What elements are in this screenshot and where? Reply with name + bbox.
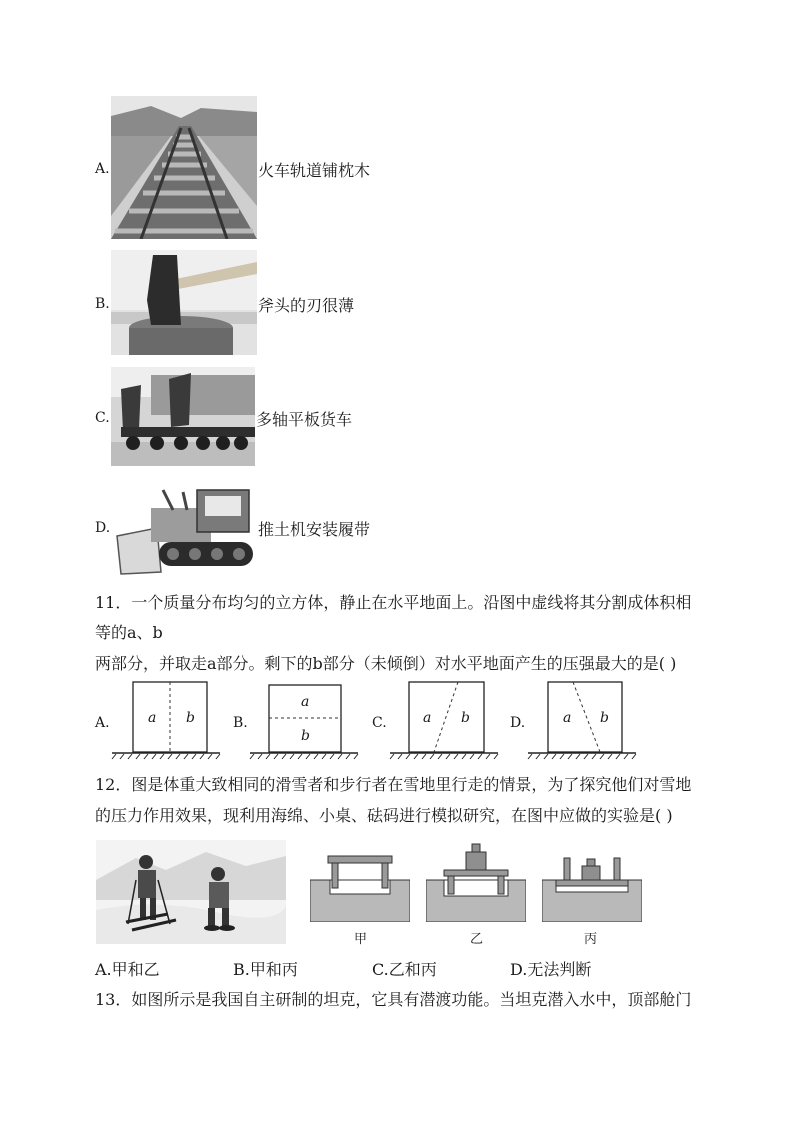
caption-bing: 丙 bbox=[584, 932, 598, 947]
cube-vertical-split-diagram bbox=[110, 680, 222, 760]
axe-photo bbox=[111, 250, 257, 355]
option-letter: D. bbox=[95, 520, 111, 536]
answer-option-c: C.乙和丙 bbox=[372, 960, 437, 979]
question-12-line-2: 的压力作用效果，现利用海绵、小桌、砝码进行模拟研究，在图中应做的实验是( ) bbox=[95, 806, 673, 825]
cube-diagonal-split-diagram bbox=[526, 680, 638, 760]
part-a-label: a bbox=[563, 710, 572, 726]
part-b-label: b bbox=[600, 710, 609, 726]
option-letter: C. bbox=[372, 715, 387, 731]
question-11-line-1: 11．一个质量分布均匀的立方体，静止在水平地面上。沿图中虚线将其分割成体积相 bbox=[95, 593, 692, 612]
answer-option-d: D.无法判断 bbox=[510, 960, 592, 979]
question-12-figure bbox=[96, 840, 642, 948]
question-12-line-1: 12．图是体重大致相同的滑雪者和步行者在雪地里行走的情景，为了探究他们对雪地 bbox=[95, 775, 692, 794]
option-letter: B. bbox=[233, 715, 248, 731]
part-b-label: b bbox=[301, 728, 310, 744]
table-with-weight-diagram bbox=[426, 840, 526, 922]
option-text: 火车轨道铺枕木 bbox=[258, 161, 371, 180]
option-letter: D. bbox=[510, 715, 526, 731]
option-text: 多轴平板货车 bbox=[256, 410, 353, 429]
part-b-label: b bbox=[461, 710, 470, 726]
table-on-sponge-legs-up-diagram bbox=[310, 854, 410, 922]
flatbed-truck-photo bbox=[111, 367, 255, 466]
railway-track-photo bbox=[111, 96, 257, 239]
part-a-label: a bbox=[423, 710, 432, 726]
option-letter: A. bbox=[95, 715, 110, 731]
cube-diagonal-split-diagram bbox=[388, 680, 500, 760]
question-11-line-3: 两部分，并取走a部分。剩下的b部分（未倾倒）对水平地面产生的压强最大的是( ) bbox=[95, 654, 677, 673]
caption-jia: 甲 bbox=[354, 932, 368, 947]
question-13-line-1: 13．如图所示是我国自主研制的坦克，它具有潜渡功能。当坦克潜入水中，顶部舱门 bbox=[95, 990, 692, 1009]
part-b-label: b bbox=[186, 710, 195, 726]
part-a-label: a bbox=[301, 694, 310, 710]
answer-option-a: A.甲和乙 bbox=[95, 960, 160, 979]
question-11-line-2: 等的a、b bbox=[95, 623, 163, 642]
cube-horizontal-split-diagram bbox=[248, 680, 360, 760]
option-text: 推土机安装履带 bbox=[258, 520, 371, 539]
option-text: 斧头的刃很薄 bbox=[258, 296, 355, 315]
caption-yi: 乙 bbox=[470, 932, 484, 947]
answer-option-b: B.甲和丙 bbox=[233, 960, 298, 979]
option-letter: B. bbox=[95, 296, 110, 312]
table-inverted-with-weight-diagram bbox=[542, 854, 642, 922]
option-letter: C. bbox=[95, 410, 110, 426]
option-letter: A. bbox=[95, 161, 110, 177]
part-a-label: a bbox=[148, 710, 157, 726]
bulldozer-photo bbox=[113, 486, 255, 576]
